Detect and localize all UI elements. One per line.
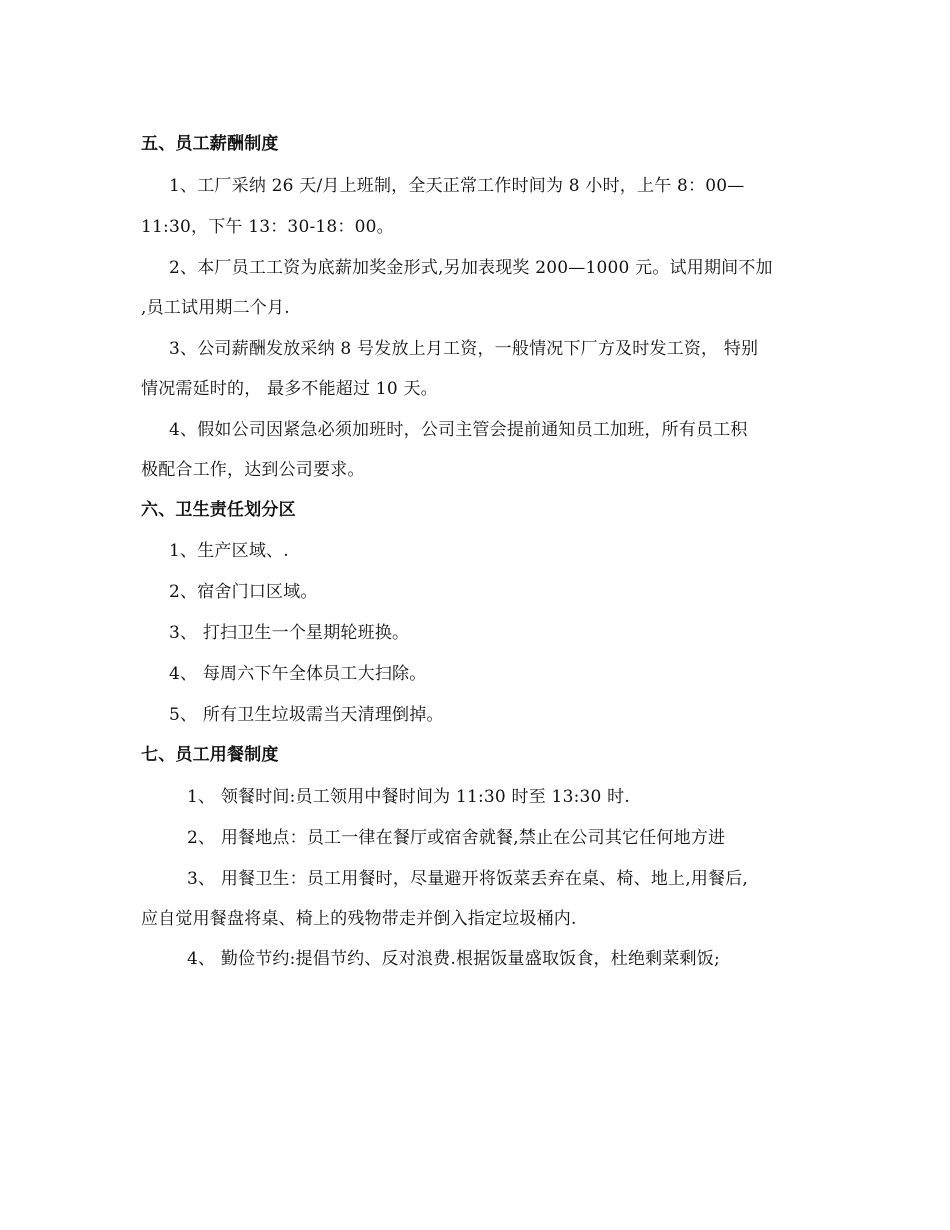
list-item: 3、 用餐卫生：员工用餐时，尽量避开将饭菜丢弃在桌、椅、地上,用餐后, bbox=[187, 869, 749, 889]
list-item: 2、宿舍门口区域。 bbox=[169, 582, 318, 602]
section-heading-salary: 五、员工薪酬制度 bbox=[141, 134, 279, 154]
paragraph-line: 3、公司薪酬发放采纳 8 号发放上月工资，一般情况下厂方及时发工资， 特别 bbox=[169, 339, 759, 359]
list-item: 1、生产区域、. bbox=[169, 541, 289, 561]
paragraph-line: 11:30，下午 13：30-18：00。 bbox=[141, 217, 394, 237]
paragraph-line: 4、假如公司因紧急必须加班时，公司主管会提前通知员工加班，所有员工积 bbox=[169, 420, 748, 440]
section-heading-dining: 七、员工用餐制度 bbox=[141, 745, 279, 765]
paragraph-line: ,员工试用期二个月. bbox=[141, 298, 290, 318]
paragraph-line: 应自觉用餐盘将桌、椅上的残物带走并倒入指定垃圾桶内. bbox=[141, 909, 577, 929]
paragraph-line: 极配合工作，达到公司要求。 bbox=[141, 460, 365, 480]
section-heading-hygiene: 六、卫生责任划分区 bbox=[141, 500, 296, 520]
paragraph-line: 1、工厂采纳 26 天/月上班制，全天正常工作时间为 8 小时，上午 8：00— bbox=[169, 176, 745, 196]
list-item: 4、 每周六下午全体员工大扫除。 bbox=[169, 664, 427, 684]
paragraph-line: 2、本厂员工工资为底薪加奖金形式,另加表现奖 200—1000 元。试用期间不加 bbox=[169, 258, 773, 278]
list-item: 2、 用餐地点：员工一律在餐厅或宿舍就餐,禁止在公司其它任何地方进 bbox=[187, 828, 726, 848]
list-item: 5、 所有卫生垃圾需当天清理倒掉。 bbox=[169, 705, 444, 725]
list-item: 3、 打扫卫生一个星期轮班换。 bbox=[169, 623, 410, 643]
list-item: 4、 勤俭节约:提倡节约、反对浪费.根据饭量盛取饭食，杜绝剩菜剩饭; bbox=[187, 949, 720, 969]
list-item: 1、 领餐时间:员工领用中餐时间为 11:30 时至 13:30 时. bbox=[187, 787, 630, 807]
paragraph-line: 情况需延时的， 最多不能超过 10 天。 bbox=[141, 379, 438, 399]
